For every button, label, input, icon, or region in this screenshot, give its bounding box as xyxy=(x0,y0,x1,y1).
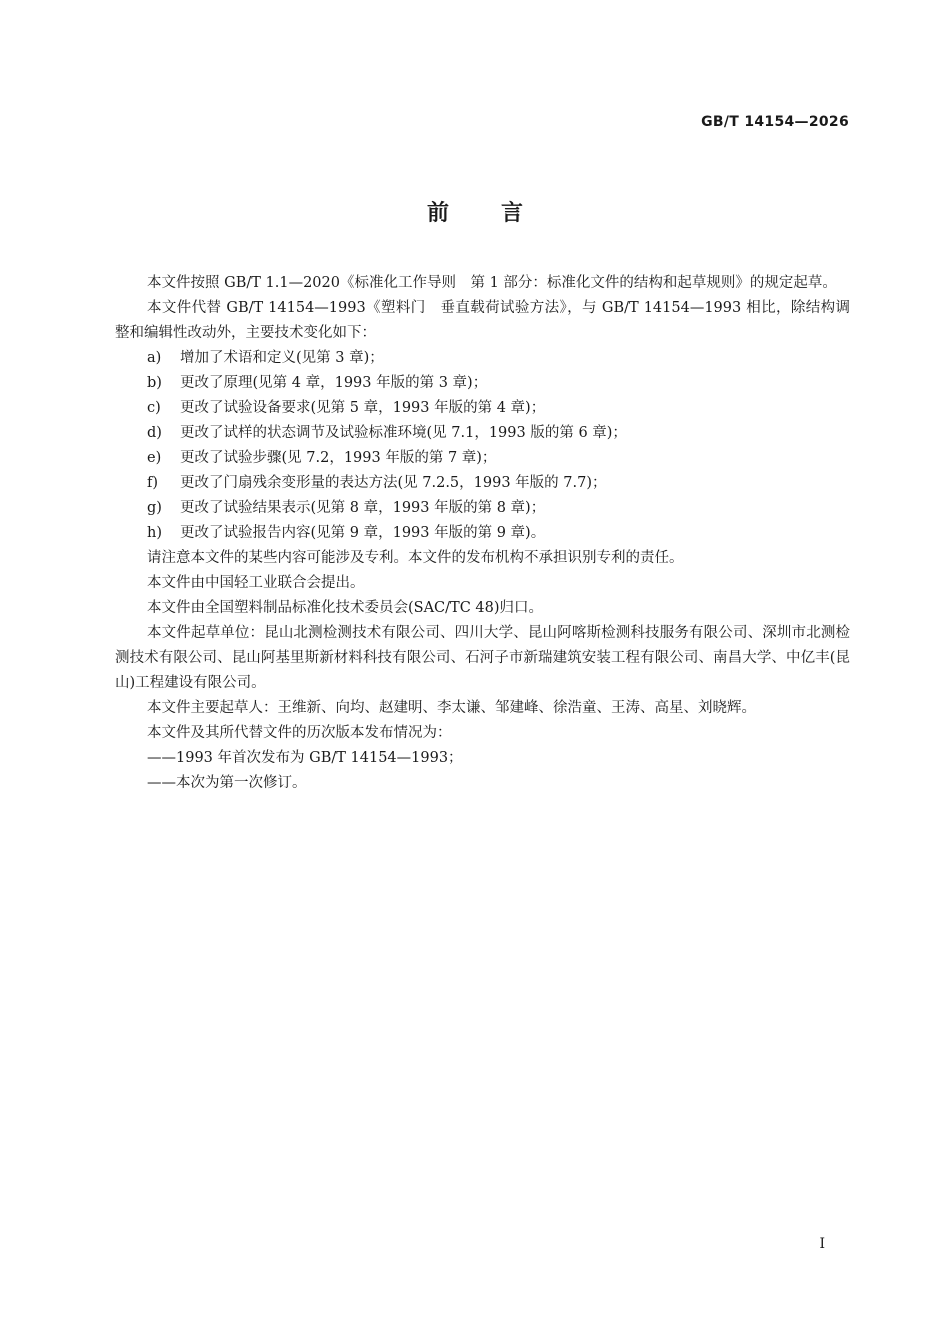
list-marker: c) xyxy=(147,400,161,416)
paragraph-replacement: 本文件代替 GB/T 14154—1993《塑料门 垂直载荷试验方法》，与 GB/T 14154—1993 相比，除结构调整和编辑性改动外，主要技术变化如下： xyxy=(115,300,850,341)
page-number: I xyxy=(819,1236,825,1252)
list-item-text: 更改了原理(见第 4 章，1993 年版的第 3 章)； xyxy=(180,375,488,391)
list-item-text: 更改了试验报告内容(见第 9 章，1993 年版的第 9 章)。 xyxy=(180,525,546,541)
list-item xyxy=(115,521,850,546)
paragraph-drafting-rules: 本文件按照 GB/T 1.1—2020《标准化工作导则 第 1 部分：标准化文件的结构和起草规则》的规定起草。 xyxy=(147,275,837,291)
list-item-text: 更改了试样的状态调节及试验标准环境(见 7.1，1993 版的第 6 章)； xyxy=(180,425,627,441)
list-item-text: 更改了试验步骤(见 7.2，1993 年版的第 7 章)； xyxy=(180,450,497,466)
list-item xyxy=(115,396,850,421)
paragraph-drafters: 本文件主要起草人：王维新、向均、赵建明、李太谦、邹建峰、徐浩童、王涛、高星、刘晓辉。 xyxy=(147,700,756,716)
list-marker: b) xyxy=(147,375,162,391)
list-item-text: 增加了术语和定义(见第 3 章)； xyxy=(180,350,384,366)
paragraph-committee: 本文件由全国塑料制品标准化技术委员会(SAC/TC 48)归口。 xyxy=(147,600,544,616)
list-item xyxy=(115,496,850,521)
list-marker: g) xyxy=(147,500,162,516)
list-marker: f) xyxy=(147,475,159,491)
list-marker: d) xyxy=(147,425,162,441)
list-item xyxy=(115,421,850,446)
standard-number: GB/T 14154—2026 xyxy=(701,114,849,130)
history-item: ——本次为第一次修订。 xyxy=(147,775,307,791)
list-marker: e) xyxy=(147,450,162,466)
list-marker: a) xyxy=(147,350,162,366)
list-item xyxy=(115,346,850,371)
list-item-text: 更改了试验设备要求(见第 5 章，1993 年版的第 4 章)； xyxy=(180,400,546,416)
list-item-text: 更改了门扇残余变形量的表达方法(见 7.2.5，1993 年版的 7.7)； xyxy=(180,475,607,491)
title-char-1: 前 xyxy=(426,201,449,226)
paragraph-proposer: 本文件由中国轻工业联合会提出。 xyxy=(147,575,365,591)
paragraph-drafting-units: 本文件起草单位：昆山北测检测技术有限公司、四川大学、昆山阿喀斯检测科技服务有限公司、深圳市北测检测技术有限公司、昆山阿基里斯新材料科技有限公司、石河子市新瑞建筑安装工程有限公司、南昌大学、中亿丰(昆山)工程建设有限公司。 xyxy=(115,625,850,691)
list-item xyxy=(115,446,850,471)
paragraph-patent-notice: 请注意本文件的某些内容可能涉及专利。本文件的发布机构不承担识别专利的责任。 xyxy=(147,550,684,566)
list-item-text: 更改了试验结果表示(见第 8 章，1993 年版的第 8 章)； xyxy=(180,500,546,516)
foreword-body xyxy=(115,271,850,796)
history-item: ——1993 年首次发布为 GB/T 14154—1993； xyxy=(147,750,463,766)
paragraph-history-intro: 本文件及其所代替文件的历次版本发布情况为： xyxy=(147,725,452,741)
list-item xyxy=(115,471,850,496)
page-title xyxy=(0,196,950,227)
list-item xyxy=(115,371,850,396)
title-char-2: 言 xyxy=(501,201,524,226)
list-marker: h) xyxy=(147,525,162,541)
